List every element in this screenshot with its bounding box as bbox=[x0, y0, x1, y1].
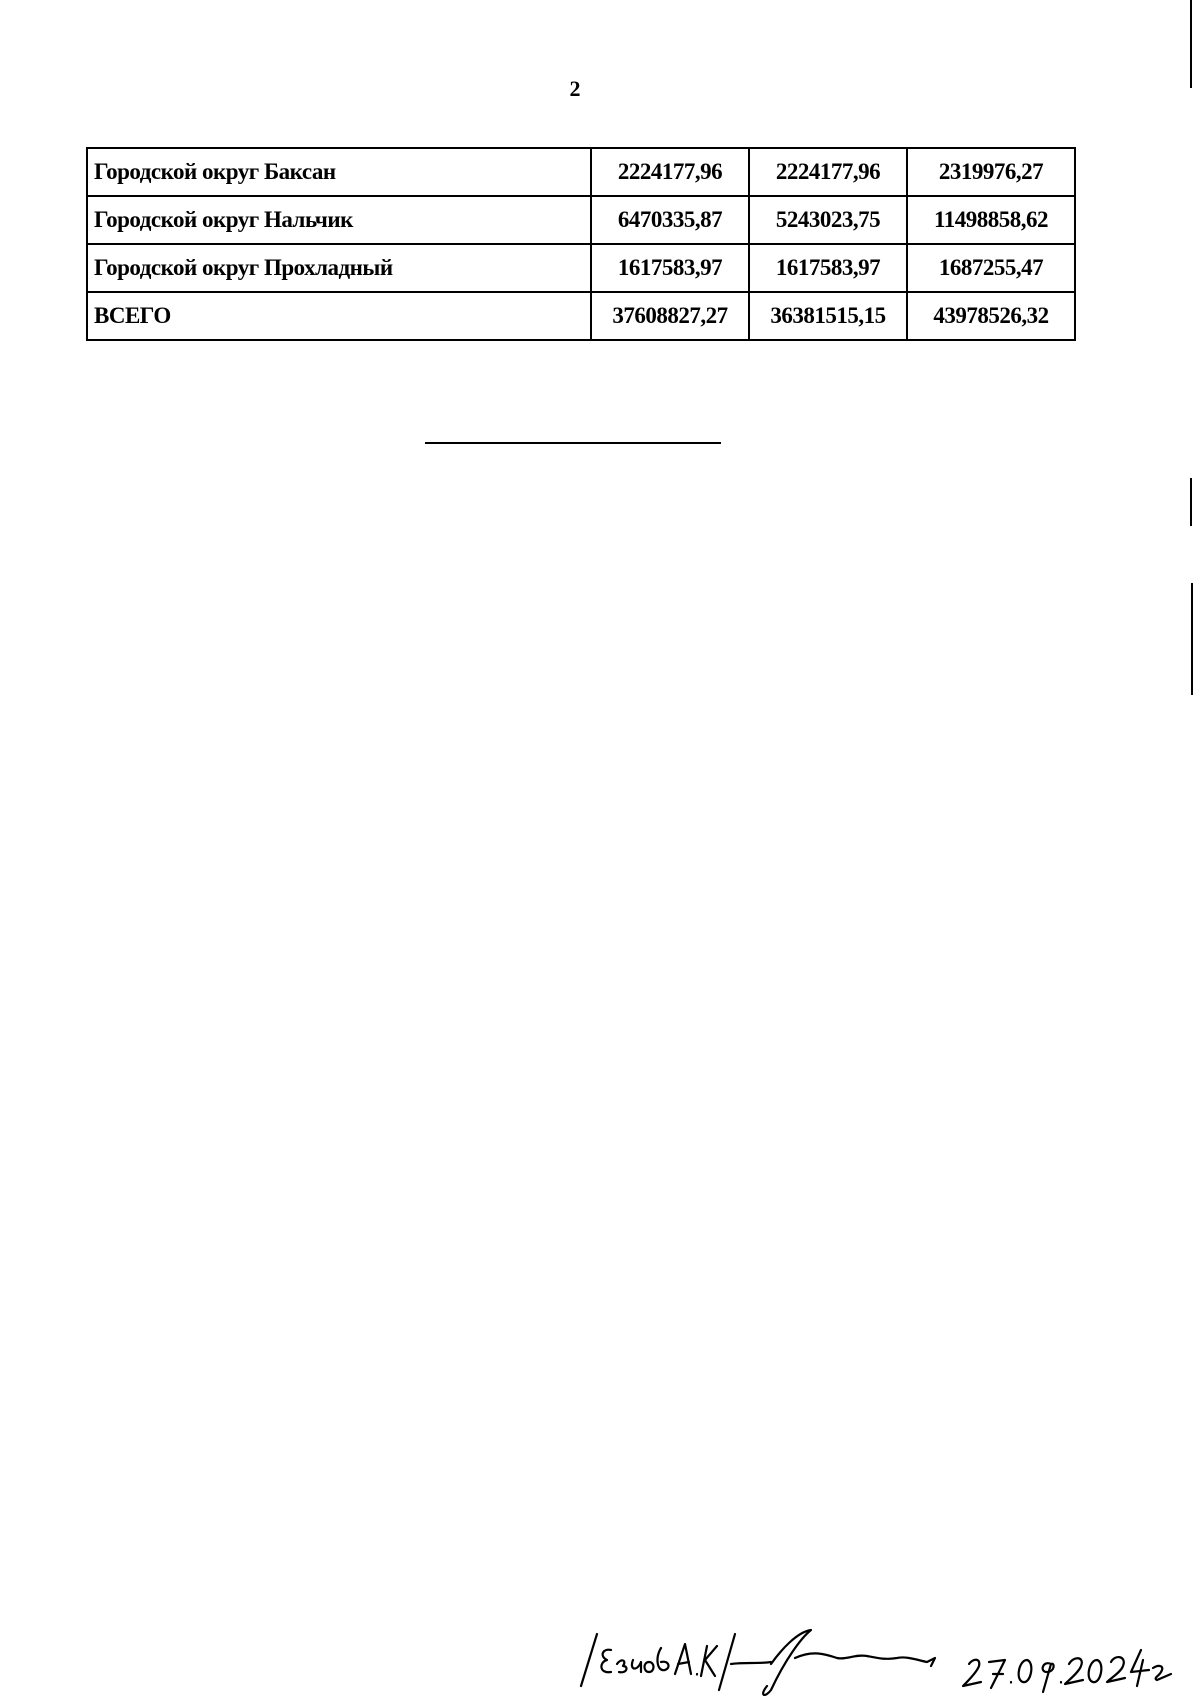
total-value-cell: 37608827,27 bbox=[591, 292, 749, 340]
page-number: 2 bbox=[569, 76, 581, 101]
value-cell: 2224177,96 bbox=[749, 148, 907, 196]
value-cell: 1617583,97 bbox=[749, 244, 907, 292]
row-name-cell: Городской округ Баксан bbox=[87, 148, 591, 196]
value-cell: 1617583,97 bbox=[591, 244, 749, 292]
allocation-table bbox=[86, 147, 1076, 341]
end-of-document-rule bbox=[425, 442, 721, 444]
value-cell: 6470335,87 bbox=[591, 196, 749, 244]
value-cell: 1687255,47 bbox=[907, 244, 1075, 292]
row-name-cell: Городской округ Прохладный bbox=[87, 244, 591, 292]
scan-margin-mark bbox=[1190, 478, 1192, 526]
table-row bbox=[87, 196, 1075, 244]
value-cell: 2224177,96 bbox=[591, 148, 749, 196]
table-row bbox=[87, 244, 1075, 292]
total-value-cell: 36381515,15 bbox=[749, 292, 907, 340]
table-row bbox=[87, 148, 1075, 196]
value-cell: 5243023,75 bbox=[749, 196, 907, 244]
scan-margin-mark bbox=[1191, 583, 1193, 695]
handwritten-signature bbox=[575, 1620, 1175, 1697]
total-value-cell: 43978526,32 bbox=[907, 292, 1075, 340]
value-cell: 11498858,62 bbox=[907, 196, 1075, 244]
total-label-cell: ВСЕГО bbox=[87, 292, 591, 340]
scan-margin-mark bbox=[1190, 0, 1192, 88]
table-row-total bbox=[87, 292, 1075, 340]
row-name-cell: Городской округ Нальчик bbox=[87, 196, 591, 244]
value-cell: 2319976,27 bbox=[907, 148, 1075, 196]
